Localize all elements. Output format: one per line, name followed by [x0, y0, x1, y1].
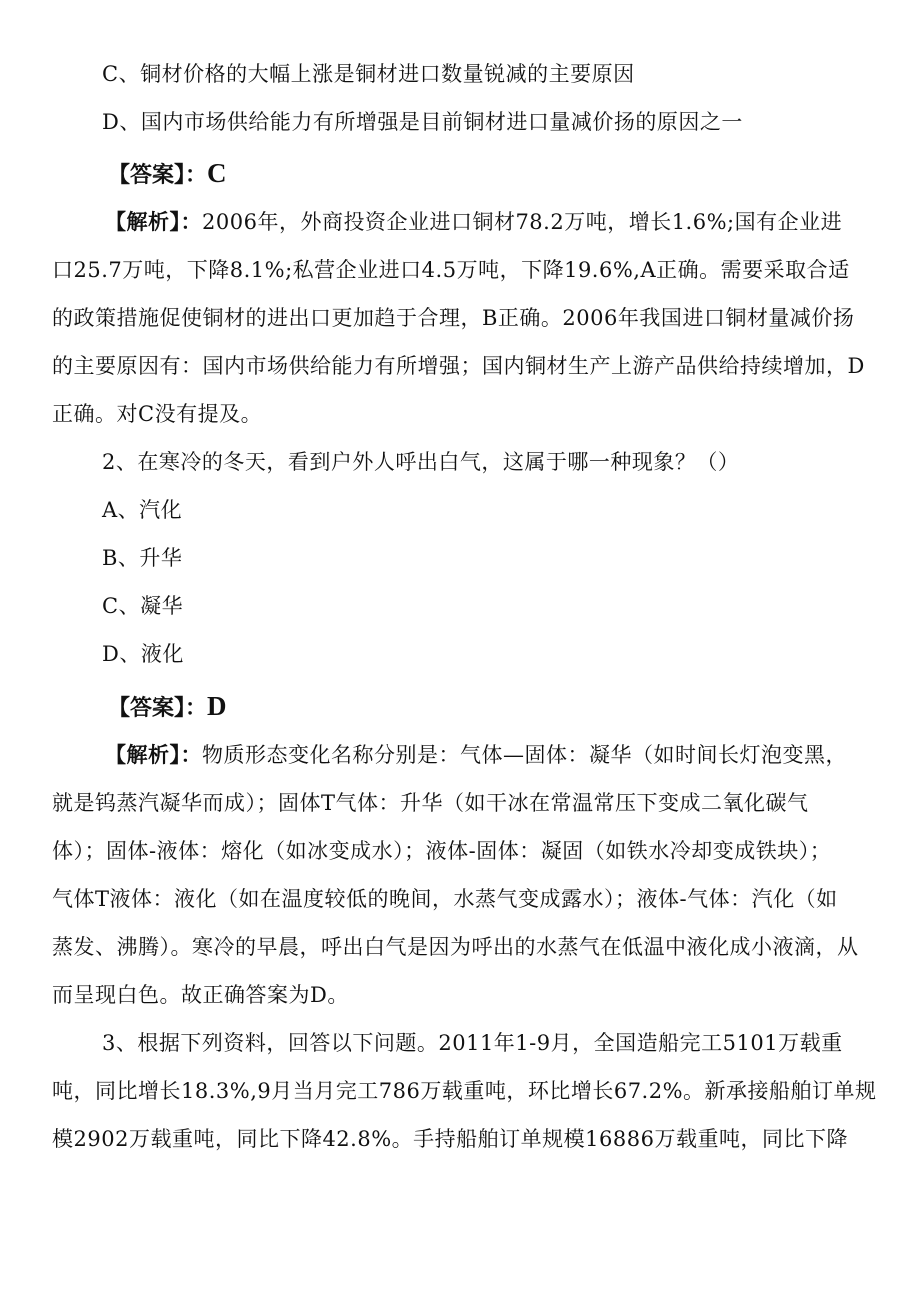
- q1-analysis-line-1: [105, 208, 842, 236]
- q3-text-line-1: 3、根据下列资料，回答以下问题。2011年1-9月，全国造船完工5101万载重: [102, 1031, 843, 1055]
- answer-letter: D: [207, 691, 227, 721]
- analysis-text: 物质形态变化名称分别是：气体—固体：凝华（如时间长灯泡变黑，: [202, 743, 847, 767]
- answer-label: 【答案】：: [108, 696, 208, 721]
- q2-analysis-line-6: 而呈现白色。故正确答案为D。: [52, 983, 349, 1007]
- answer-label: 【答案】：: [108, 163, 208, 188]
- q1-option-d: D、国内市场供给能力有所增强是目前铜材进口量减价扬的原因之一: [102, 110, 743, 134]
- q2-stem: 2、在寒冷的冬天，看到户外人呼出白气，这属于哪一种现象？（）: [102, 450, 740, 474]
- q2-option-c: C、凝华: [102, 594, 184, 618]
- q1-analysis-line-3: 的政策措施促使铜材的进出口更加趋于合理，B正确。2006年我国进口铜材量减价扬: [52, 306, 855, 330]
- q1-answer: [108, 157, 227, 192]
- q2-analysis-line-4: 气体T液体：液化（如在温度较低的晚间，水蒸气变成露水）；液体-气体：汽化（如: [52, 887, 838, 911]
- q3-text-line-2: 吨，同比增长18.3%,9月当月完工786万载重吨，环比增长67.2%。新承接船舶订单规: [52, 1079, 877, 1103]
- q2-option-a: A、汽化: [102, 498, 183, 522]
- q2-option-b: B、升华: [102, 546, 183, 570]
- analysis-label: 【解析】：: [105, 743, 202, 767]
- q2-answer: [108, 690, 227, 725]
- q1-option-c: C、铜材价格的大幅上涨是铜材进口数量锐减的主要原因: [102, 62, 635, 86]
- q3-text-line-3: 模2902万载重吨，同比下降42.8%。手持船舶订单规模16886万载重吨，同比下降: [52, 1127, 848, 1151]
- q2-option-d: D、液化: [102, 642, 184, 666]
- q2-analysis-line-1: [105, 741, 847, 769]
- answer-letter: C: [207, 158, 227, 188]
- q2-analysis-line-2: 就是钨蒸汽凝华而成）；固体T气体：升华（如干冰在常温常压下变成二氧化碳气: [52, 791, 809, 815]
- q2-analysis-line-5: 蒸发、沸腾）。寒冷的早晨，呼出白气是因为呼出的水蒸气在低温中液化成小液滴，从: [52, 935, 859, 959]
- q1-analysis-line-2: 口25.7万吨，下降8.1%;私营企业进口4.5万吨，下降19.6%,A正确。需要采取合适: [52, 258, 850, 282]
- q2-analysis-line-3: 体）；固体-液体：熔化（如冰变成水）；液体-固体：凝固（如铁水冷却变成铁块）；: [52, 839, 832, 863]
- q1-analysis-line-4: 的主要原因有：国内市场供给能力有所增强；国内铜材生产上游产品供给持续增加，D: [52, 354, 865, 378]
- analysis-text: 2006年，外商投资企业进口铜材78.2万吨，增长1.6%;国有企业进: [202, 210, 843, 234]
- analysis-label: 【解析】：: [105, 210, 202, 234]
- q1-analysis-line-5: 正确。对C没有提及。: [52, 402, 263, 426]
